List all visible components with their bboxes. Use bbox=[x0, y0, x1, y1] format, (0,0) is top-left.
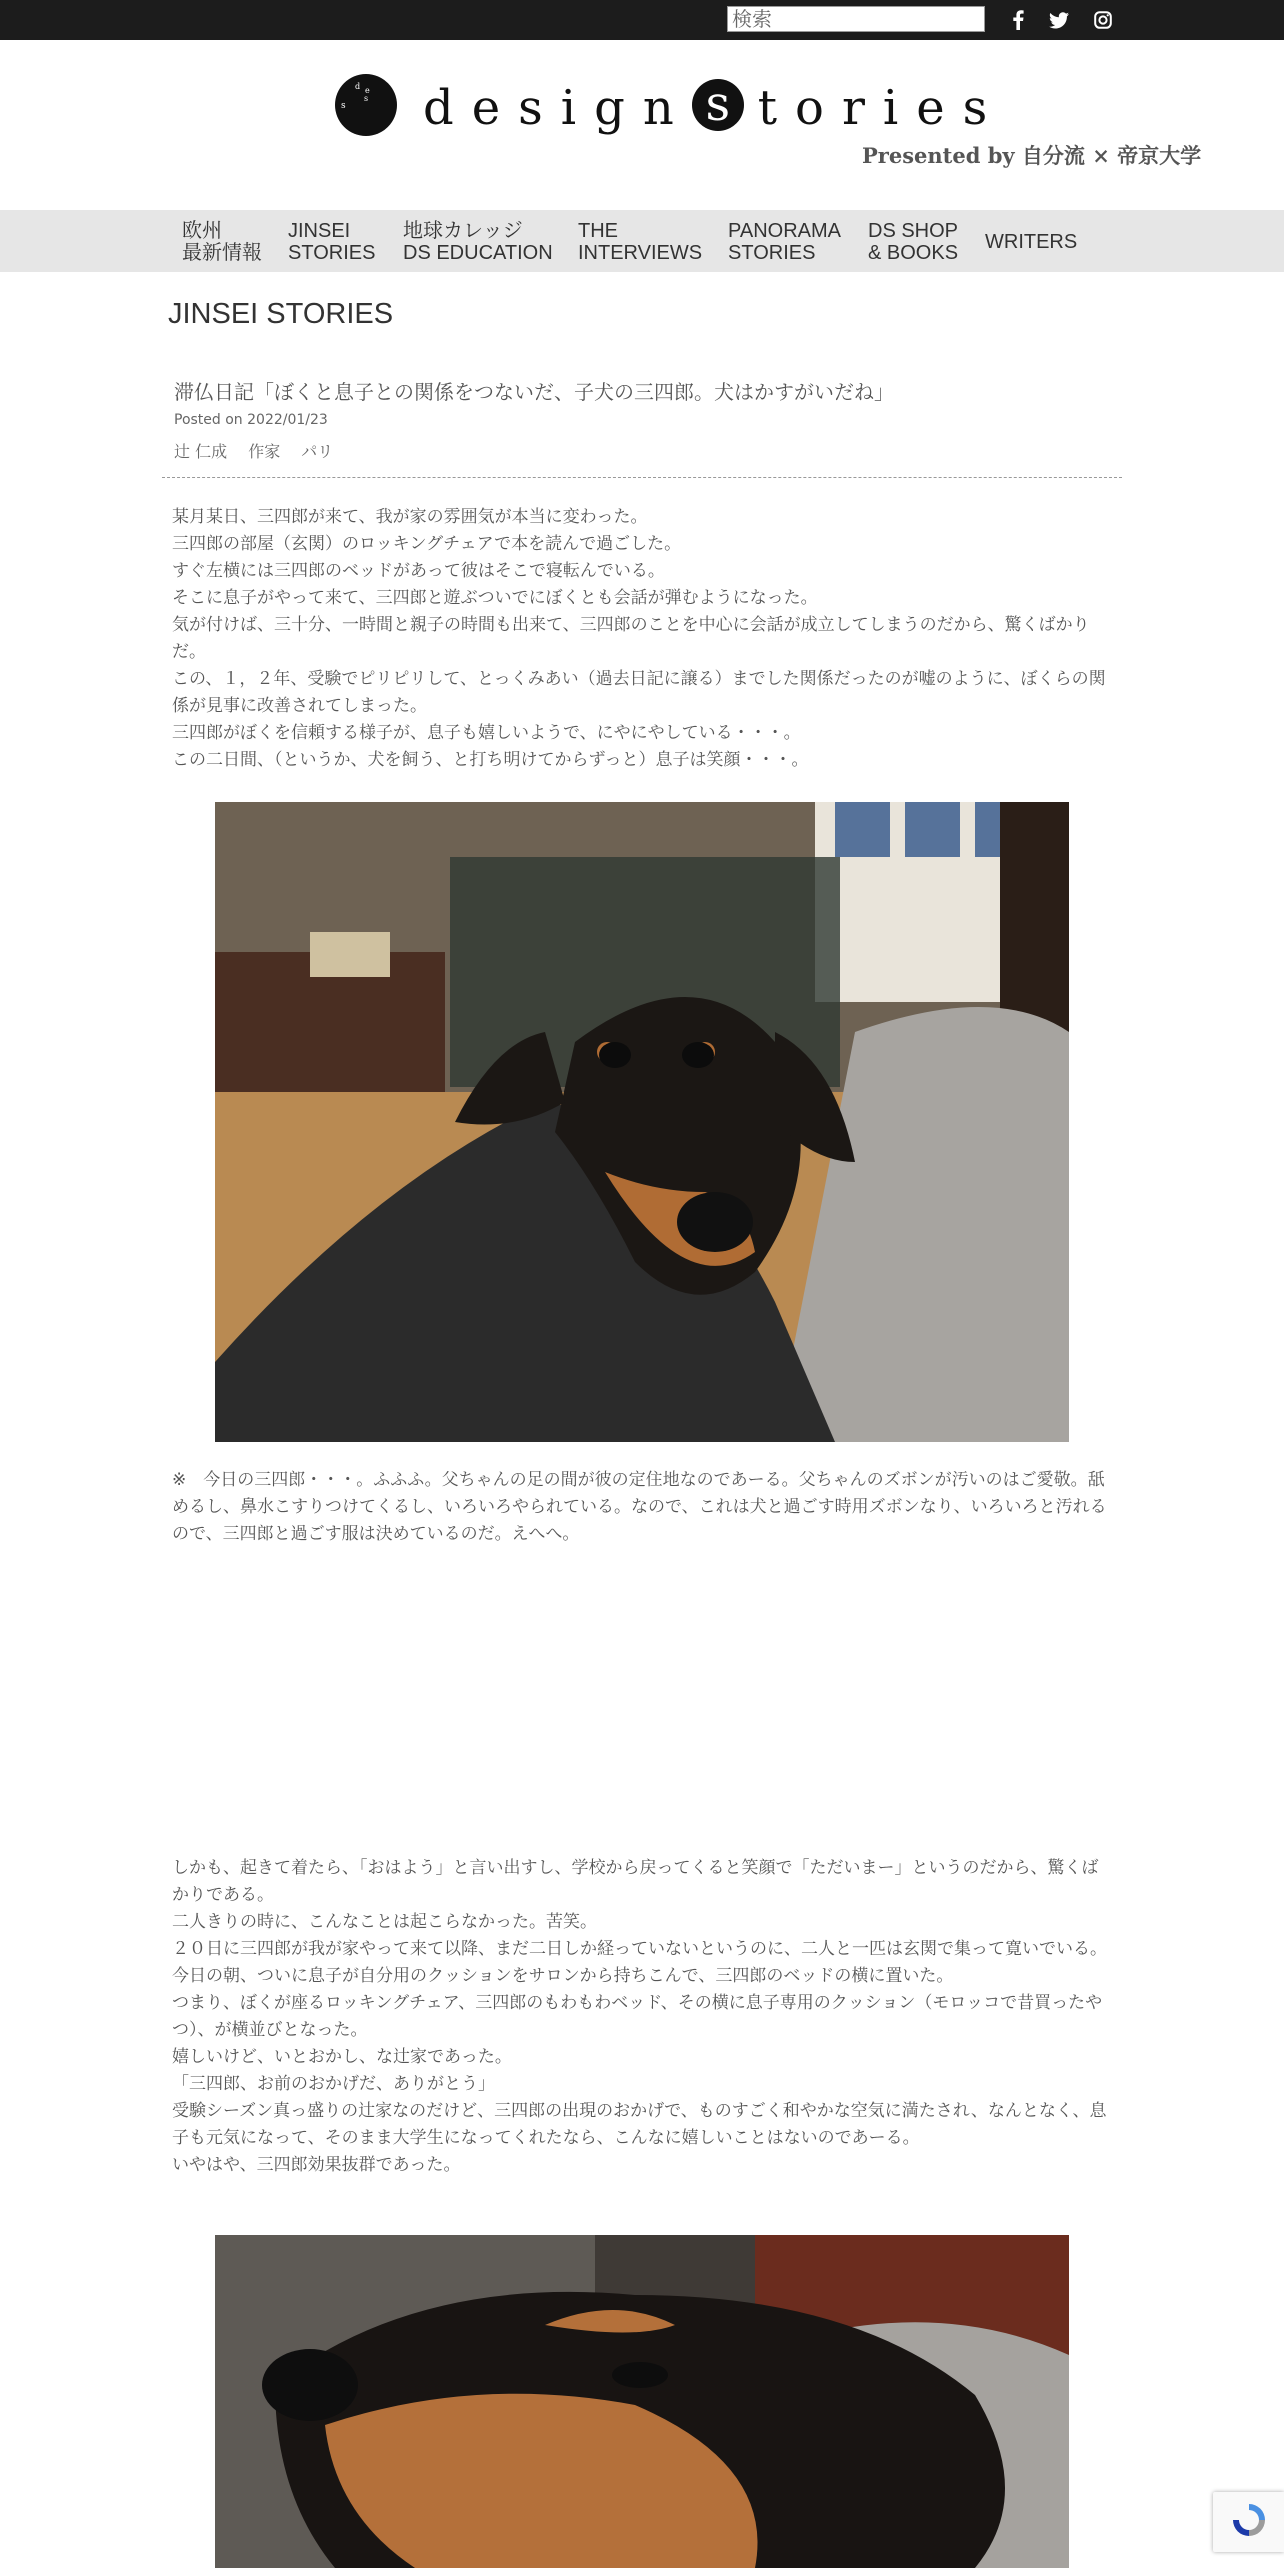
nav-item-interviews[interactable] bbox=[578, 220, 702, 264]
paragraph: 二人きりの時に、こんなことは起こらなかった。苦笑。 bbox=[172, 1912, 597, 1932]
paragraph: 三四郎がぼくを信頼する様子が、息子も嬉しいようで、にやにやしている・・・。 bbox=[172, 723, 801, 743]
logo-word-design: design bbox=[423, 80, 692, 136]
nav-label: 最新情報 bbox=[182, 242, 262, 264]
nav-label: & BOOKS bbox=[868, 242, 959, 264]
presented-by: Presented by 自分流 × 帝京大学 bbox=[862, 143, 1202, 168]
nav-label: JINSEI bbox=[288, 220, 351, 242]
paragraph: この二日間、（というか、犬を飼う、と打ち明けてからずっと）息子は笑顔・・・。 bbox=[172, 750, 809, 770]
article-photo-dog-2 bbox=[215, 2235, 1069, 2568]
nav-label: STORIES bbox=[728, 242, 816, 264]
paragraph: 某月某日、三四郎が来て、我が家の雰囲気が本当に変わった。 bbox=[172, 507, 648, 527]
paragraph: 今日の朝、ついに息子が自分用のクッションをサロンから持ちこんで、三四郎のベッドの横に置いた。 bbox=[172, 1966, 954, 1986]
nav-label: DS SHOP bbox=[868, 220, 959, 242]
nav-label: 欧州 bbox=[182, 220, 222, 242]
paragraph: 「三四郎、お前のおかげだ、ありがとう」 bbox=[172, 2074, 495, 2094]
article-body-2 bbox=[172, 1855, 1112, 2179]
nav-item-writers[interactable] bbox=[985, 231, 1077, 253]
recaptcha-badge[interactable] bbox=[1213, 2492, 1284, 2552]
tag-author[interactable]: 辻 仁成 bbox=[174, 442, 228, 461]
nav-label: STORIES bbox=[288, 242, 376, 264]
nav-label: DS EDUCATION bbox=[403, 242, 553, 264]
section-title: JINSEI STORIES bbox=[168, 298, 394, 330]
logo-wordmark[interactable] bbox=[423, 78, 1005, 138]
paragraph: 三四郎の部屋（玄関）のロッキングチェアで本を読んで過ごした。 bbox=[172, 534, 682, 554]
nav-item-ds-education[interactable] bbox=[403, 220, 553, 264]
logo-mark[interactable] bbox=[335, 74, 397, 136]
logo-mark-glyph: e bbox=[365, 86, 370, 95]
recaptcha-icon bbox=[1229, 2500, 1269, 2540]
paragraph: いやはや、三四郎効果抜群であった。 bbox=[172, 2155, 461, 2175]
nav-item-europe-news[interactable] bbox=[182, 220, 262, 264]
instagram-link[interactable] bbox=[1089, 6, 1117, 34]
paragraph: すぐ左横には三四郎のベッドがあって彼はそこで寝転んでいる。 bbox=[172, 561, 665, 581]
paragraph: ２０日に三四郎が我が家やって来て以降、まだ二日しか経っていないというのに、二人と一匹は玄関で集って寛いでいる。 bbox=[172, 1939, 1107, 1959]
twitter-icon bbox=[1049, 12, 1069, 29]
nav-item-ds-shop[interactable] bbox=[868, 220, 958, 264]
paragraph: しかも、起きて着たら、「おはよう」と言い出すし、学校から戻ってくると笑顔で「ただいまー」というのだから、驚くばかりである。 bbox=[172, 1858, 1099, 1905]
paragraph: 嬉しいけど、いとおかし、な辻家であった。 bbox=[172, 2047, 512, 2067]
logo-mark-text: s bbox=[341, 101, 347, 111]
top-bar bbox=[0, 0, 1284, 40]
nav-label: INTERVIEWS bbox=[578, 242, 703, 264]
photo-caption bbox=[172, 1467, 1112, 1548]
logo-s-circle: s bbox=[692, 79, 744, 131]
post-tags bbox=[174, 439, 349, 462]
paragraph: そこに息子がやって来て、三四郎と遊ぶついでにぼくとも会話が弾むようになった。 bbox=[172, 588, 818, 608]
tag-location[interactable]: パリ bbox=[301, 442, 334, 461]
nav-label: WRITERS bbox=[985, 231, 1078, 253]
dog-photo-illustration bbox=[215, 802, 1069, 1442]
main-nav bbox=[0, 210, 1284, 272]
logo-mark-glyph: s bbox=[364, 94, 369, 103]
search-input[interactable] bbox=[727, 6, 985, 32]
caption-text: ※ 今日の三四郎・・・。ふふふ。父ちゃんの足の間が彼の定住地なのであーる。父ちゃんのズボンが汚いのはご愛敬。舐めるし、鼻水こすりつけてくるし、いろいろやられている。なので、これは犬と過ごす時用ズボンなり、いろいろと汚れるので、三四郎と過ごす服は決めているのだ。えへへ。 bbox=[172, 1470, 1107, 1544]
paragraph: 気が付けば、三十分、一時間と親子の時間も出来て、三四郎のことを中心に会話が成立してしまうのだから、驚くばかりだ。 bbox=[172, 615, 1090, 662]
facebook-link[interactable] bbox=[1004, 6, 1032, 34]
nav-item-jinsei-stories[interactable] bbox=[288, 220, 375, 264]
nav-item-panorama-stories[interactable] bbox=[728, 220, 841, 264]
paragraph: 受験シーズン真っ盛りの辻家なのだけど、三四郎の出現のおかげで、ものすごく和やかな空気に満たされ、なんとなく、息子も元気になって、そのまま大学生になってくれたなら、こんなに嬉しいことはないのであーる。 bbox=[172, 2101, 1107, 2148]
nav-label: PANORAMA bbox=[728, 220, 841, 242]
facebook-icon bbox=[1012, 10, 1024, 30]
divider bbox=[162, 477, 1122, 478]
article-body-1 bbox=[172, 504, 1112, 774]
article-photo-dog-1 bbox=[215, 802, 1069, 1442]
logo-mark-glyph: d bbox=[355, 82, 361, 91]
nav-label: 地球カレッジ bbox=[403, 220, 523, 242]
post-title[interactable]: 滞仏日記「ぼくと息子との関係をつないだ、子犬の三四郎。犬はかすがいだね」 bbox=[174, 380, 894, 404]
paragraph: つまり、ぼくが座るロッキングチェア、三四郎のもわもわベッド、その横に息子専用のクッション（モロッコで昔買ったやつ）、が横並びとなった。 bbox=[172, 1993, 1103, 2040]
dog-photo-illustration bbox=[215, 2235, 1069, 2568]
paragraph: この、１，２年、受験でピリピリして、とっくみあい（過去日記に譲る）までした関係だったのが嘘のように、ぼくらの関係が見事に改善されてしまった。 bbox=[172, 669, 1106, 716]
nav-label: THE bbox=[578, 220, 618, 242]
tag-category[interactable]: 作家 bbox=[248, 442, 281, 461]
instagram-icon bbox=[1094, 11, 1112, 29]
post-date: Posted on 2022/01/23 bbox=[174, 412, 328, 428]
logo-word-tories: tories bbox=[757, 80, 1006, 136]
twitter-link[interactable] bbox=[1045, 6, 1073, 34]
